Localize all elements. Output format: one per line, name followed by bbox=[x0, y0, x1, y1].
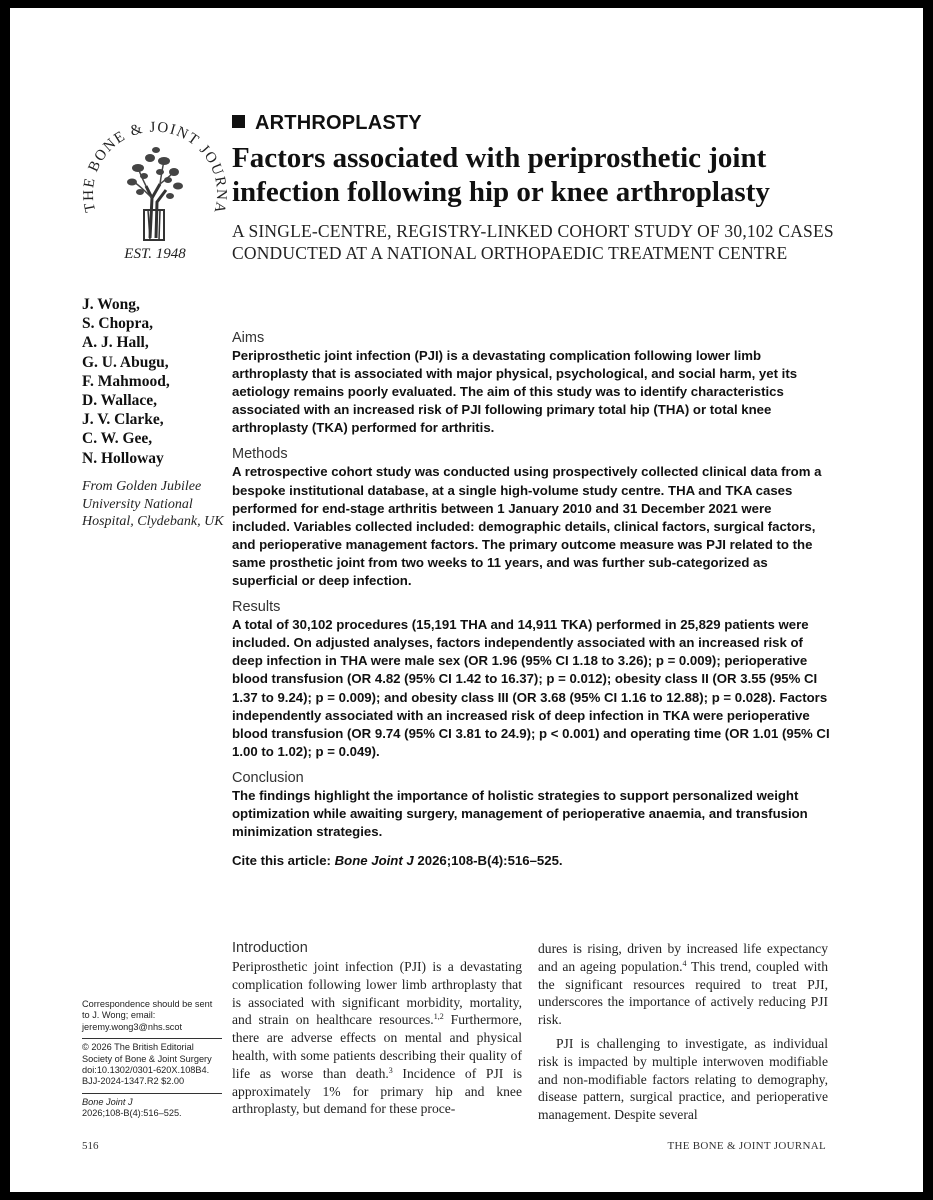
footer-journal-name: THE BONE & JOINT JOURNAL bbox=[667, 1140, 826, 1152]
author: S. Chopra, bbox=[82, 315, 154, 333]
results-heading: Results bbox=[232, 599, 281, 616]
article-title: Factors associated with periprosthetic joint infection following hip or knee arthroplasty bbox=[232, 142, 770, 208]
side-notes bbox=[82, 999, 222, 1125]
page-number: 516 bbox=[82, 1140, 99, 1152]
cite-label: Cite this article: bbox=[232, 853, 331, 869]
svg-text:EST. 1948: EST. 1948 bbox=[124, 246, 186, 262]
journal-logo bbox=[80, 106, 230, 266]
paragraph: dures is rising, driven by increased life expectancy and an ageing population.$^4$ This trend, coupled with the significant resources required to treat PJI, underscores the importance of actively reducing PJI risk. bbox=[538, 941, 828, 1028]
author: G. U. Abugu, bbox=[82, 353, 169, 371]
correspondence-note: Correspondence should be sent to J. Wong; email: jeremy.wong3@nhs.scot bbox=[82, 999, 213, 1032]
conclusion-text: The findings highlight the importance of holistic strategies to support personalized weight optimization while awaiting surgery, management of perioperative anaemia, and transfusion minimization strategies. bbox=[232, 787, 808, 840]
results-text: A total of 30,102 procedures (15,191 THA and 14,911 TKA) performed in 25,829 patients were included. On adjusted analyses, factors independently associated with an increased risk of deep infection in THA were male sex (OR 1.96 (95% CI 1.18 to 3.26); p = 0.009); perioperative blood transfusion (OR 4.82 (95% CI 1.42 to 16.37); p = 0.012); obesity class II (OR 3.55 (95% CI 1.37 to 9.24); p = 0.009); and obesity class III (OR 3.68 (95% CI 1.16 to 12.88); p = 0.028). Factors independently associated with an increased risk of deep infection in TKA were perioperative blood transfusion (OR 9.74 (95% CI 3.81 to 24.9); p < 0.001) and operating time (OR 1.01 (95% CI 1.00 to 1.02); p = 0.049). bbox=[232, 617, 830, 759]
paragraph: PJI is challenging to investigate, as individual risk is impacted by multiple interwoven modifiable and non-modifiable factors relating to demography, disease pattern, surgical practice, and perioperative management. Despite several bbox=[538, 1035, 828, 1123]
svg-text:THE BONE & JOINT JOURNAL: THE BONE & JOINT JOURNA bbox=[80, 119, 230, 216]
affiliation: From Golden Jubilee University National Hospital, Clydebank, UK bbox=[82, 479, 224, 529]
author: J. V. Clarke, bbox=[82, 411, 164, 429]
cite-reference: 2026;108-B(4):516–525. bbox=[417, 853, 563, 869]
paragraph: Periprosthetic joint infection (PJI) is a devastating complication following lower limb arthroplasty that is associated with significant morbidity, mortality, and strain on healthcare resources.$^{1,2}$ Furthermore, there are adverse effects on mental and physical health, with some patients describing their quality of life as worse than death.$^3$ Incidence of PJI is approximately 1% for primary hip and knee arthroplasty, but demand for these proce- bbox=[232, 959, 522, 1117]
section-label: ARTHROPLASTY bbox=[232, 112, 422, 135]
abstract-aims bbox=[232, 330, 832, 437]
tree-seal-icon bbox=[80, 106, 230, 266]
body-column-1 bbox=[232, 958, 522, 1118]
article-page bbox=[10, 8, 923, 1192]
conclusion-heading: Conclusion bbox=[232, 769, 304, 786]
cite-this-article bbox=[232, 853, 832, 868]
square-bullet-icon bbox=[232, 115, 245, 128]
citation-reference: 2026;108-B(4):516–525. bbox=[82, 1108, 182, 1119]
abstract bbox=[232, 330, 832, 868]
author: A. J. Hall, bbox=[82, 334, 149, 352]
introduction-heading: Introduction bbox=[232, 940, 308, 956]
citation-journal: Bone Joint J bbox=[82, 1096, 133, 1107]
copyright-note: © 2026 The British Editorial Society of Bone & Joint Surgery doi:10.1302/0301-620X.108B4. BJJ-2024-1347.R2 $2.00 bbox=[82, 1038, 222, 1093]
aims-text: Periprosthetic joint infection (PJI) is a devastating complication following lower limb arthroplasty that is associated with major physical, psychological, and social harm, yet its aetiology remains poorly evaluated. The aim of this study was to identify characteristics associated with an increased risk of PJI following primary total hip (THA) or total knee arthroplasty (TKA) performed for arthritis. bbox=[232, 348, 798, 436]
article-subtitle: A SINGLE-CENTRE, REGISTRY-LINKED COHORT STUDY OF 30,102 CASES CONDUCTED AT A NATIONAL ORTHOPAEDIC TREATMENT CENTRE bbox=[232, 221, 834, 263]
author-list bbox=[82, 295, 232, 468]
body-column-2 bbox=[538, 940, 828, 1124]
abstract-conclusion bbox=[232, 770, 832, 841]
author: D. Wallace, bbox=[82, 392, 158, 410]
methods-text: A retrospective cohort study was conducted using prospectively collected clinical data from a bespoke institutional database, at a single high-volume study centre. THA and TKA cases performed for end-stage arthritis between 1 January 2010 and 31 December 2021 were included. Variables collected included: demographic details, clinical factors, surgical factors, and perioperative management factors. The primary outcome measure was PJI related to the same prosthetic joint from two weeks to 11 years, and was further sub-categorized as superficial or deep infection. bbox=[232, 464, 822, 589]
author: C. W. Gee, bbox=[82, 430, 153, 448]
methods-heading: Methods bbox=[232, 446, 288, 463]
aims-heading: Aims bbox=[232, 330, 265, 346]
cite-journal: Bone Joint J bbox=[334, 853, 414, 869]
author: F. Mahmood, bbox=[82, 372, 170, 390]
citation-note bbox=[82, 1093, 222, 1125]
abstract-methods bbox=[232, 446, 832, 590]
author: N. Holloway bbox=[82, 449, 164, 467]
abstract-results bbox=[232, 599, 832, 761]
author: J. Wong, bbox=[82, 296, 140, 313]
